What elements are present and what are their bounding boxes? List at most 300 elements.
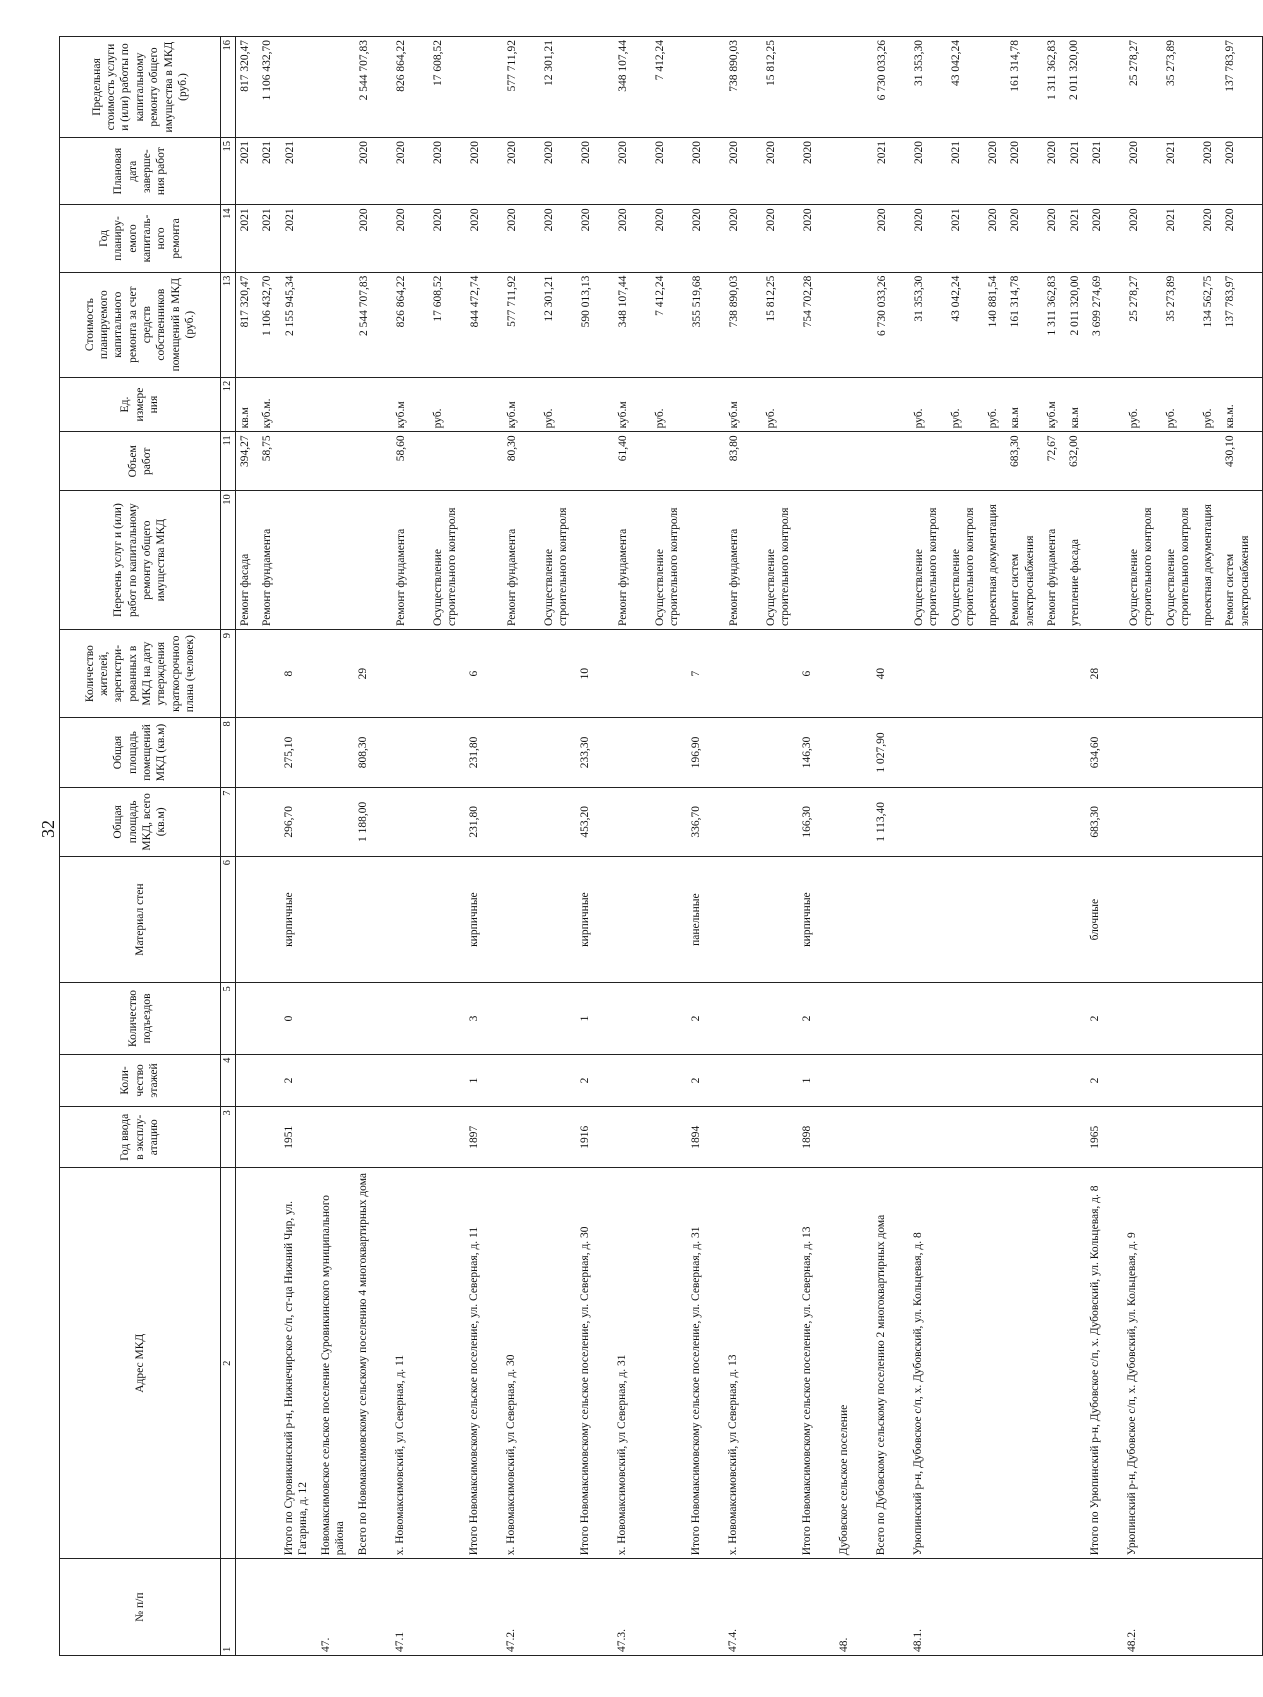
row-17-addr: Дубовское сельское поселение <box>838 1404 850 1556</box>
row-gap <box>829 633 837 714</box>
row-21-floors <box>985 1058 999 1104</box>
row-27-work: Осуществление строительного контроля <box>1164 507 1192 626</box>
row-28-max <box>1201 40 1215 134</box>
row-18-pd: 2021 <box>875 141 888 165</box>
row-24-cost: 2 011 320,00 <box>1068 275 1081 336</box>
column-number: 15 <box>221 138 236 205</box>
row-4-entr <box>356 986 385 1050</box>
row-26-n: 48.2. <box>1126 1629 1138 1652</box>
header-cell: Предельная стоимость услуги и (или) работы по капитальному ремонту общего имущества в МКД (руб.) <box>60 37 221 138</box>
row-gap <box>681 1058 689 1104</box>
row-16-wall: кирпичные <box>801 892 813 947</box>
row-gap <box>312 40 320 134</box>
row-gap <box>386 40 394 134</box>
row-14-unit: куб.м <box>727 401 740 429</box>
row-18-addr: Всего по Дубовскому сельскому поселению 2 многоквартирных дома <box>875 1214 887 1556</box>
row-gap <box>252 860 260 979</box>
row-24-larea <box>1066 721 1080 783</box>
row-24-area <box>1066 791 1080 853</box>
row-19-pd: 2020 <box>912 141 925 165</box>
row-11-max: 348 107,44 <box>616 40 629 92</box>
row-13-wall: панельные <box>690 893 702 946</box>
row-gap <box>348 1171 356 1555</box>
row-gap <box>903 1171 911 1555</box>
row-16-floors: 1 <box>801 1077 813 1084</box>
volume-cell <box>236 432 1263 491</box>
row-17-larea <box>837 721 866 783</box>
row-21-work: проектная документация <box>986 504 999 626</box>
row-28-unit: руб. <box>1201 408 1214 429</box>
header-cell: Количество подъездов <box>60 983 221 1054</box>
row-gap <box>252 986 260 1050</box>
row-18-entr <box>874 986 903 1050</box>
row-gap <box>755 860 763 979</box>
row-gap <box>867 141 875 201</box>
row-gap <box>459 860 467 979</box>
row-gap <box>867 40 875 134</box>
row-10-larea: 233,30 <box>579 736 591 769</box>
row-0-cost: 817 320,47 <box>239 275 251 328</box>
row-gap <box>252 1171 260 1555</box>
row-gap <box>1252 494 1260 626</box>
row-25-py: 2020 <box>1090 208 1103 232</box>
row-4-year <box>356 1110 385 1164</box>
row-21-pd: 2020 <box>986 141 999 165</box>
row-25-res: 28 <box>1089 667 1101 680</box>
row-3-addr: Новомаксимовское сельское поселение Суровикинского муниципального района <box>320 1195 347 1556</box>
row-23-py: 2020 <box>1046 208 1059 232</box>
row-10-n <box>578 1562 607 1652</box>
row-gap <box>1058 1058 1066 1104</box>
row-27-unit: руб. <box>1164 408 1177 429</box>
row-gap <box>682 40 690 134</box>
row-3-year <box>319 1110 348 1164</box>
row-5-entr <box>393 986 422 1050</box>
row-gap <box>385 1110 393 1164</box>
row-gap <box>1250 860 1258 979</box>
row-gap <box>252 381 260 429</box>
row-10-vol <box>579 435 608 487</box>
row-gap <box>793 276 801 374</box>
residents-cell <box>236 630 1263 718</box>
row-gap <box>1080 633 1088 714</box>
unit-cell <box>236 377 1263 432</box>
row-13-py: 2020 <box>690 208 703 232</box>
row-13-larea: 196,90 <box>690 736 702 769</box>
row-gap <box>941 141 949 201</box>
column-number: 12 <box>221 377 236 432</box>
row-gap <box>534 435 542 487</box>
row-gap <box>682 494 690 626</box>
row-2-addr: Итого по Суровикинский р-н, Нижнечирское с/п, ст-ца Нижний Чир, ул. Гагарина, д. 12 <box>283 1200 310 1556</box>
row-gap <box>497 381 505 429</box>
row-25-larea: 634,60 <box>1089 736 1101 769</box>
row-gap <box>1213 986 1221 1050</box>
row-gap <box>756 141 764 201</box>
row-gap <box>570 721 578 783</box>
row-18-vol <box>875 435 904 487</box>
row-gap <box>792 721 800 783</box>
row-23-addr <box>1044 1171 1058 1555</box>
row-gap <box>829 721 837 783</box>
row-25-cost: 3 699 274,69 <box>1090 275 1103 336</box>
row-25-entr: 2 <box>1089 1015 1101 1022</box>
row-21-py: 2020 <box>986 208 999 232</box>
row-gap <box>1037 208 1045 268</box>
row-8-larea <box>504 721 533 783</box>
row-gap <box>1080 1171 1088 1555</box>
column-number: 1 <box>221 1559 236 1656</box>
row-gap <box>385 721 393 783</box>
row-gap <box>1037 435 1045 487</box>
row-gap <box>1036 721 1044 783</box>
row-2-year: 1951 <box>283 1125 295 1149</box>
row-gap <box>977 1562 985 1652</box>
row-gap <box>1036 986 1044 1050</box>
row-29-res <box>1221 633 1250 714</box>
row-24-unit: кв.м <box>1068 407 1081 429</box>
row-gap <box>571 435 579 487</box>
row-23-year <box>1044 1110 1058 1164</box>
row-gap <box>866 721 874 783</box>
row-gap <box>977 1171 985 1555</box>
row-11-cost: 348 107,44 <box>616 275 629 328</box>
row-gap <box>311 633 319 714</box>
row-gap <box>1000 276 1008 374</box>
row-17-res <box>837 633 866 714</box>
row-gap <box>866 633 874 714</box>
row-20-larea <box>948 721 977 783</box>
row-10-wall: кирпичные <box>579 892 591 947</box>
row-21-larea <box>985 721 999 783</box>
row-10-entr: 1 <box>579 1015 591 1022</box>
row-26-unit: руб. <box>1127 408 1140 429</box>
row-gap <box>312 276 320 374</box>
row-27-wall <box>1162 860 1191 979</box>
row-gap <box>423 208 431 268</box>
row-9-addr <box>541 1171 570 1555</box>
row-gap <box>829 791 837 853</box>
row-gap <box>755 1562 763 1652</box>
row-gap <box>792 860 800 979</box>
row-gap <box>1058 791 1066 853</box>
row-gap <box>1082 276 1090 374</box>
row-gap <box>1156 435 1164 487</box>
row-gap <box>607 633 615 714</box>
row-gap <box>1080 1058 1088 1104</box>
row-gap <box>830 208 838 268</box>
row-7-pd: 2020 <box>468 141 481 165</box>
row-1-vol: 58,75 <box>261 435 274 462</box>
row-gap <box>903 633 911 714</box>
row-18-area: 1 113,40 <box>875 801 887 842</box>
row-1-year <box>260 1110 274 1164</box>
row-gap <box>1082 40 1090 134</box>
row-1-entr <box>260 986 274 1050</box>
row-gap <box>1213 791 1221 853</box>
row-gap <box>645 435 653 487</box>
row-2-work <box>283 494 312 626</box>
row-25-area: 683,30 <box>1089 806 1101 838</box>
row-gap <box>718 633 726 714</box>
row-gap <box>978 276 986 374</box>
row-gap <box>978 494 986 626</box>
row-23-floors <box>1044 1058 1058 1104</box>
row-gap <box>311 986 319 1050</box>
row-gap <box>349 208 357 268</box>
column-number: 5 <box>221 983 236 1054</box>
row-gap <box>1250 1171 1258 1555</box>
row-gap <box>349 381 357 429</box>
row-gap <box>682 208 690 268</box>
row-gap <box>422 860 430 979</box>
row-5-addr: х. Новомаксимовский, ул Северная, д. 11 <box>394 1354 406 1556</box>
row-gap <box>274 1171 282 1555</box>
row-8-work: Ремонт фундамента <box>505 528 518 626</box>
row-gap <box>756 435 764 487</box>
row-19-wall <box>911 860 940 979</box>
row-15-wall <box>763 860 792 979</box>
row-gap <box>497 208 505 268</box>
row-19-entr <box>911 986 940 1050</box>
row-14-entr <box>726 986 755 1050</box>
row-gap <box>1000 141 1008 201</box>
row-0-area <box>238 791 252 853</box>
row-1-max: 1 106 432,70 <box>261 40 274 101</box>
row-24-wall <box>1066 860 1080 979</box>
row-3-py <box>320 208 349 268</box>
row-3-area <box>319 791 348 853</box>
row-gap <box>348 986 356 1050</box>
row-gap <box>792 1562 800 1652</box>
row-gap <box>497 40 505 134</box>
row-14-addr: х. Новомаксимовский, ул Северная, д. 13 <box>727 1354 739 1556</box>
row-23-max: 1 311 362,83 <box>1045 40 1058 100</box>
row-6-area <box>430 791 459 853</box>
row-25-work <box>1090 494 1119 626</box>
row-14-py: 2020 <box>727 208 740 232</box>
row-26-work: Осуществление строительного контроля <box>1127 507 1155 626</box>
row-gap <box>830 381 838 429</box>
row-gap <box>999 1110 1007 1164</box>
row-5-area <box>393 791 422 853</box>
row-15-max: 15 812,25 <box>764 40 777 86</box>
row-gap <box>385 1058 393 1104</box>
row-15-area <box>763 791 792 853</box>
row-4-work <box>357 494 386 626</box>
row-gap <box>1117 791 1125 853</box>
row-gap <box>459 1110 467 1164</box>
row-gap <box>608 141 616 201</box>
row-gap <box>756 381 764 429</box>
row-gap <box>977 1110 985 1164</box>
row-26-floors <box>1125 1058 1154 1104</box>
row-19-vol <box>912 435 941 487</box>
row-4-res: 29 <box>357 667 369 680</box>
row-1-unit: куб.м. <box>261 398 274 429</box>
row-10-pd: 2020 <box>579 141 592 165</box>
row-16-entr: 2 <box>801 1015 813 1022</box>
row-gap <box>1213 1110 1221 1164</box>
row-gap <box>644 791 652 853</box>
row-5-wall <box>393 860 422 979</box>
row-gap <box>644 1110 652 1164</box>
row-4-area: 1 188,00 <box>357 801 369 842</box>
row-22-res <box>1007 633 1036 714</box>
row-gap <box>252 141 260 201</box>
column-number: 4 <box>221 1054 236 1107</box>
row-gap <box>978 40 986 134</box>
row-24-res <box>1066 633 1080 714</box>
total-area-cell <box>236 787 1263 856</box>
row-29-pd: 2020 <box>1224 141 1237 165</box>
row-gap <box>755 986 763 1050</box>
row-10-cost: 590 013,13 <box>579 275 592 328</box>
row-gap <box>682 435 690 487</box>
row-24-vol: 632,00 <box>1068 435 1081 467</box>
row-3-work <box>320 494 349 626</box>
row-10-max <box>579 40 608 134</box>
row-gap <box>386 494 394 626</box>
row-23-unit: куб.м <box>1046 401 1059 429</box>
row-gap <box>459 633 467 714</box>
row-gap <box>497 494 505 626</box>
row-3-floors <box>319 1058 348 1104</box>
row-gap <box>275 208 283 268</box>
row-gap <box>793 381 801 429</box>
header-cell: Коли-чество этажей <box>60 1054 221 1107</box>
row-gap <box>904 381 912 429</box>
year-built-cell <box>236 1107 1263 1168</box>
row-5-floors <box>393 1058 422 1104</box>
row-gap <box>1037 276 1045 374</box>
row-gap <box>1215 208 1223 268</box>
row-12-pd: 2020 <box>653 141 666 165</box>
row-0-max: 817 320,47 <box>239 40 251 92</box>
row-28-n <box>1199 1562 1213 1652</box>
row-gap <box>830 40 838 134</box>
row-gap <box>422 633 430 714</box>
row-gap <box>1082 435 1090 487</box>
row-gap <box>274 1058 282 1104</box>
header-cell: Год планиру-емого капиталь-ного ремонта <box>60 205 221 272</box>
row-24-pd: 2021 <box>1068 141 1081 165</box>
row-0-addr <box>238 1171 252 1555</box>
row-8-vol: 80,30 <box>505 435 518 462</box>
row-15-res <box>763 633 792 714</box>
row-18-year <box>874 1110 903 1164</box>
row-gap <box>570 1058 578 1104</box>
row-gap <box>423 494 431 626</box>
row-gap <box>571 208 579 268</box>
row-gap <box>1250 1562 1258 1652</box>
row-17-year <box>837 1110 866 1164</box>
row-gap <box>1156 494 1164 626</box>
row-9-py: 2020 <box>542 208 555 232</box>
row-gap <box>1154 721 1162 783</box>
row-gap <box>349 494 357 626</box>
row-gap <box>941 494 949 626</box>
row-16-addr: Итого Новомаксимовскому сельское поселение, ул. Северная, д. 13 <box>801 1226 813 1556</box>
row-gap <box>977 633 985 714</box>
row-gap <box>977 791 985 853</box>
row-gap <box>645 141 653 201</box>
row-gap <box>311 721 319 783</box>
row-20-py: 2021 <box>949 208 962 232</box>
row-16-unit <box>801 381 830 429</box>
row-gap <box>681 721 689 783</box>
row-23-n <box>1044 1562 1058 1652</box>
row-gap <box>460 208 468 268</box>
row-gap <box>1191 791 1199 853</box>
row-gap <box>349 435 357 487</box>
row-gap <box>252 1562 260 1652</box>
row-18-max: 6 730 033,26 <box>875 40 888 101</box>
row-gap <box>644 1562 652 1652</box>
row-gap <box>941 40 949 134</box>
row-2-res: 8 <box>283 670 295 677</box>
row-gap <box>459 1058 467 1104</box>
row-gap <box>866 791 874 853</box>
row-12-area <box>652 791 681 853</box>
row-gap <box>312 141 320 201</box>
row-6-py: 2020 <box>431 208 444 232</box>
row-0-entr <box>238 986 252 1050</box>
row-gap <box>1191 1171 1199 1555</box>
row-12-floors <box>652 1058 681 1104</box>
column-number: 2 <box>221 1168 236 1559</box>
row-12-max: 7 412,24 <box>653 40 666 81</box>
row-22-work: Ремонт систем электроснабжения <box>1009 535 1036 626</box>
row-gap <box>386 435 394 487</box>
row-17-floors <box>837 1058 866 1104</box>
row-11-addr: х. Новомаксимовский, ул Северная, д. 31 <box>616 1354 628 1556</box>
row-gap <box>274 860 282 979</box>
row-gap <box>1000 435 1008 487</box>
row-gap <box>496 986 504 1050</box>
row-gap <box>349 141 357 201</box>
row-gap <box>867 208 875 268</box>
row-1-area <box>260 791 274 853</box>
row-29-entr <box>1221 986 1250 1050</box>
row-19-area <box>911 791 940 853</box>
living-area-cell <box>236 718 1263 787</box>
row-15-work: Осуществление строительного контроля <box>764 507 792 626</box>
row-gap <box>978 208 986 268</box>
row-gap <box>1213 721 1221 783</box>
row-gap <box>1119 208 1127 268</box>
row-17-work <box>838 494 867 626</box>
row-16-n <box>800 1562 829 1652</box>
row-gap <box>904 494 912 626</box>
row-gap <box>1191 721 1199 783</box>
row-25-wall: блочные <box>1089 898 1101 941</box>
row-13-year: 1894 <box>690 1125 702 1149</box>
row-10-unit <box>579 381 608 429</box>
row-gap <box>607 791 615 853</box>
row-6-larea <box>430 721 459 783</box>
header-cell: № п/п <box>60 1559 221 1656</box>
row-gap <box>1156 381 1164 429</box>
row-gap <box>1193 494 1201 626</box>
row-gap <box>385 633 393 714</box>
row-22-cost: 161 314,78 <box>1009 275 1022 328</box>
row-gap <box>423 40 431 134</box>
row-gap <box>904 435 912 487</box>
row-gap <box>1252 435 1260 487</box>
row-gap <box>607 1171 615 1555</box>
row-gap <box>719 141 727 201</box>
